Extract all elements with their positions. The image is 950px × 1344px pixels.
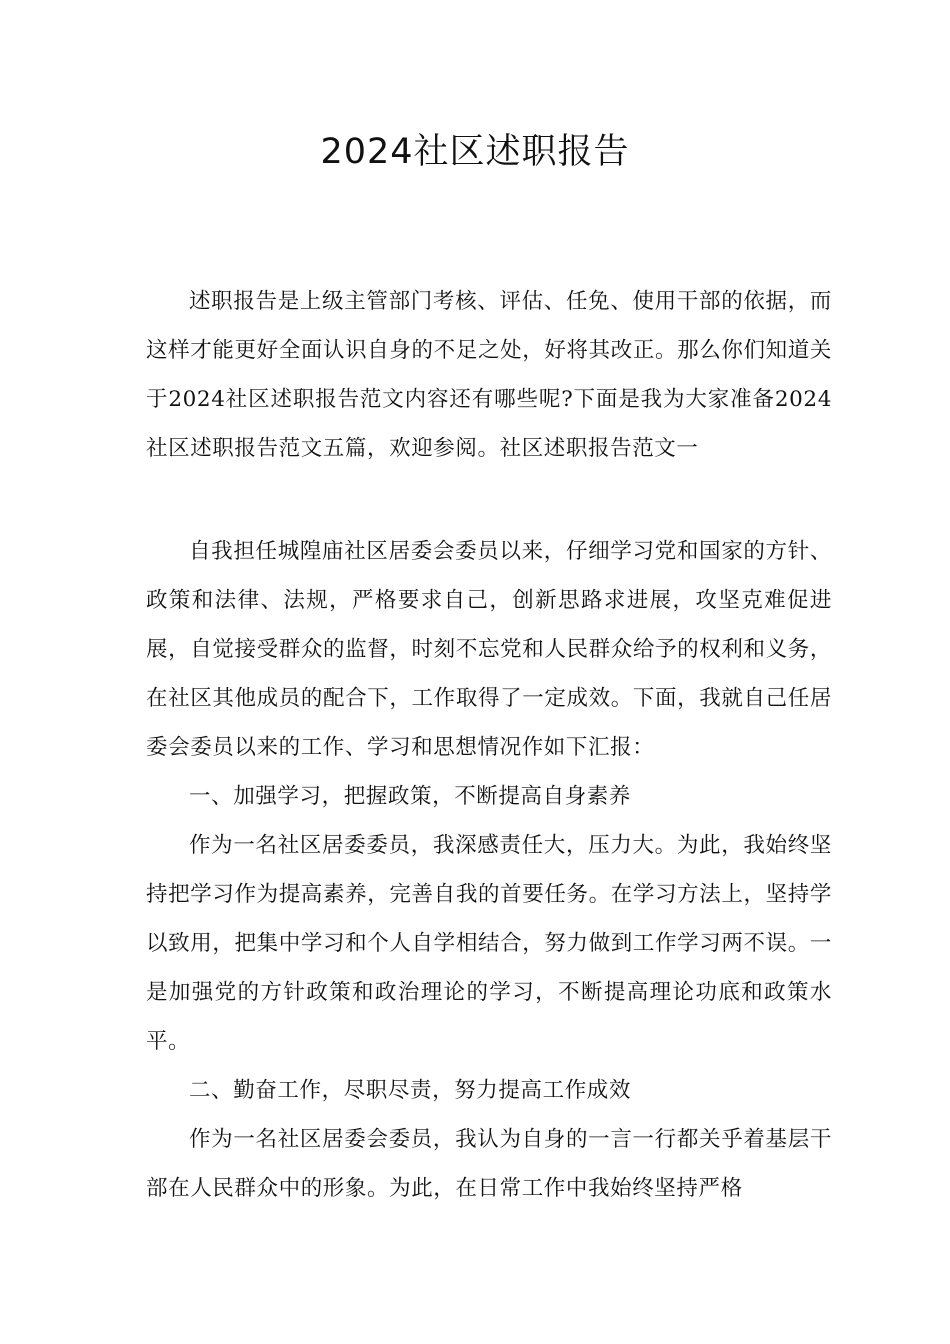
body-paragraph-3: 作为一名社区居委会委员，我认为自身的一言一行都关乎着基层干部在人民群众中的形象。为此，在日常工作中我始终坚持严格 [146, 1127, 832, 1201]
section-heading-2: 二、勤奋工作，尽职尽责，努力提高工作成效 [189, 1078, 632, 1103]
section-heading-1: 一、加强学习，把握政策，不断提高自身素养 [189, 784, 632, 809]
intro-section [146, 277, 832, 473]
body-paragraph-2: 作为一名社区居委委员，我深感责任大，压力大。为此，我始终坚持把学习作为提高素养，完善自我的首要任务。在学习方法上，坚持学以致用，把集中学习和个人自学相结合，努力做到工作学习两不误。一是加强党的方针政策和政治理论的学习，不断提高理论功底和政策水平。 [146, 833, 832, 1054]
body-paragraph-1: 自我担任城隍庙社区居委会委员以来，仔细学习党和国家的方针、政策和法律、法规，严格要求自己，创新思路求进展，攻坚克难促进展，自觉接受群众的监督，时刻不忘党和人民群众给予的权利和义务，在社区其他成员的配合下，工作取得了一定成效。下面，我就自己任居委会委员以来的工作、学习和思想情况作如下汇报： [146, 539, 832, 760]
intro-paragraph: 述职报告是上级主管部门考核、评估、任免、使用干部的依据，而这样才能更好全面认识自身的不足之处，好将其改正。那么你们知道关于2024社区述职报告范文内容还有哪些呢?下面是我为大家准备2024社区述职报告范文五篇，欢迎参阅。社区述职报告范文一 [146, 289, 832, 461]
report-body [146, 527, 832, 1213]
document-title: 2024社区述职报告 [320, 132, 630, 172]
